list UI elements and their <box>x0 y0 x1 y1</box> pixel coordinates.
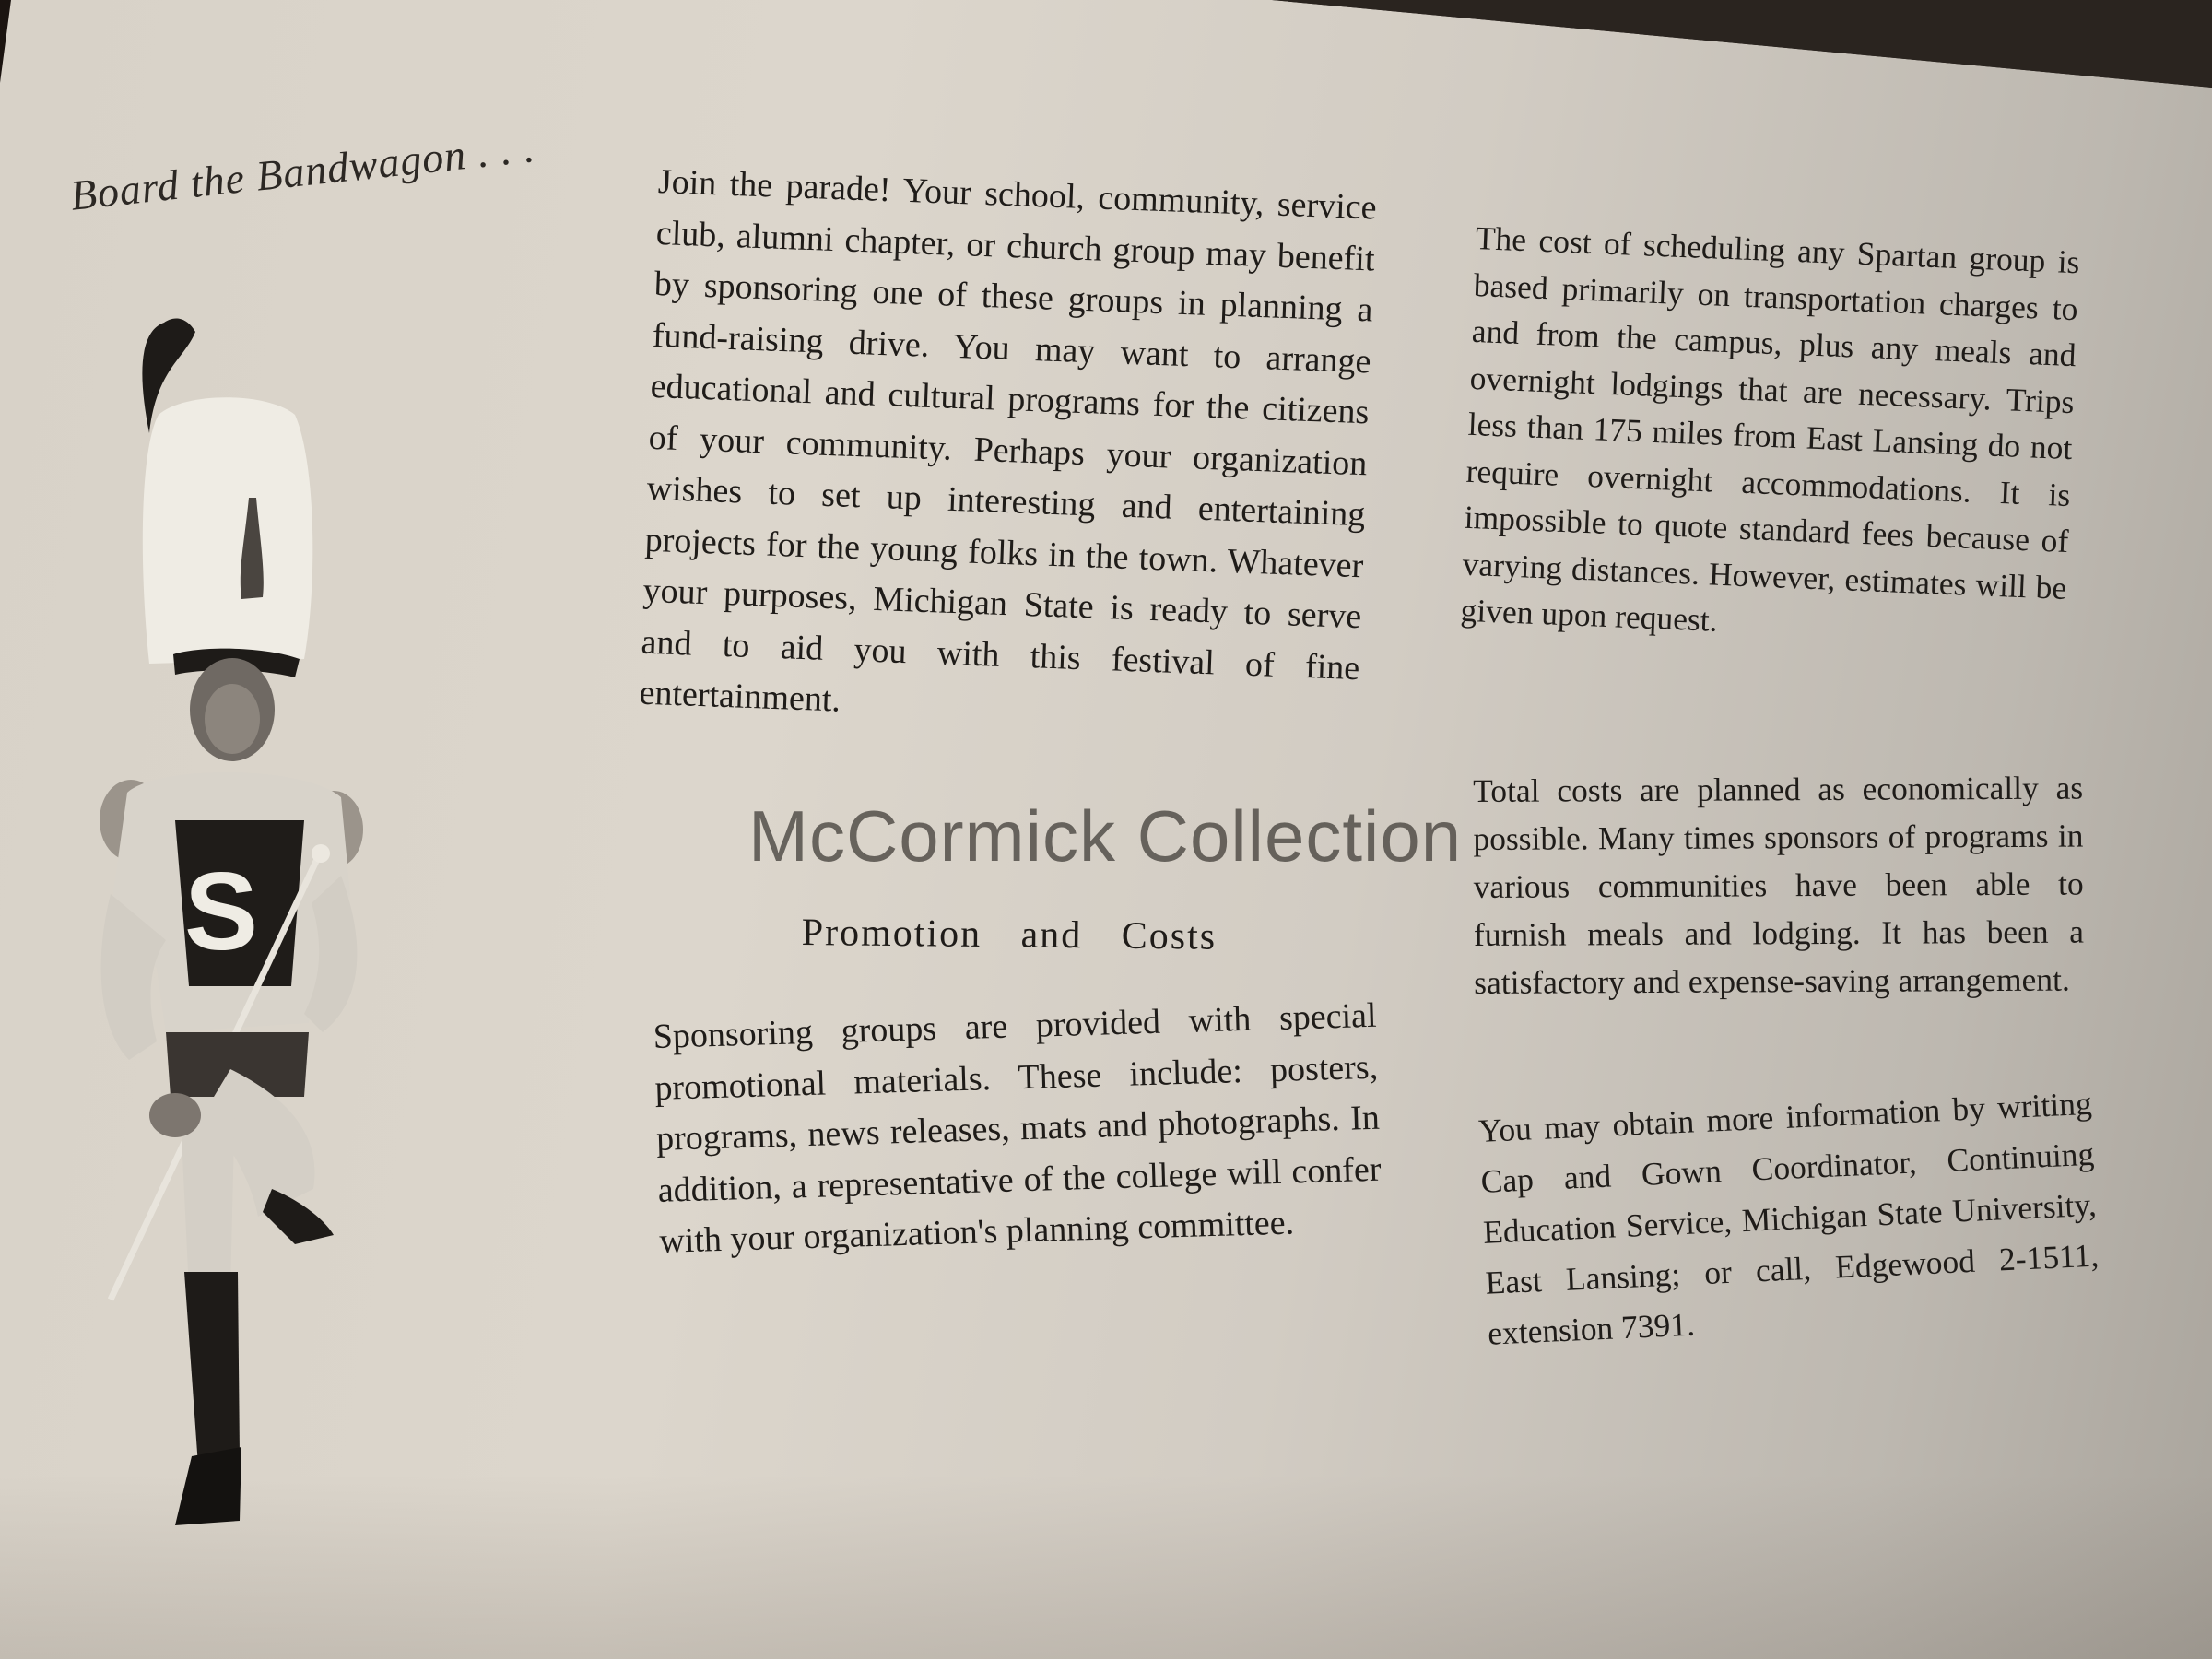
uniform-letter: S <box>183 850 259 973</box>
page-heading: Board the Bandwagon . . . <box>68 124 537 219</box>
watermark: McCormick Collection <box>748 795 1463 877</box>
intro-paragraph: Join the parade! Your school, community, service club, alumni chapter, or church group may benefit by sponsoring one of these groups in planning a fund-raising drive. You may want to arrange educational and cultural programs for the citizens of your community. Perhaps your organization wishes to set up interesting and entertaining projects for the young folks in the town. Whatever your purposes, Michigan State is ready to serve and to aid you with this festival of fine entertainment. <box>638 161 1378 720</box>
cost-paragraph: The cost of scheduling any Spartan group is based primarily on transportation charges to and from the campus, plus any meals and overnight lodgings that are necessary. Trips less than 175 miles from East Lansing do not require overnight accommodations. It is impossible to quote standard fees because of varying distances. However, estimates will be given upon request. <box>1459 218 2081 639</box>
section-heading-promotion: Promotion and Costs <box>801 911 1218 959</box>
contact-paragraph: You may obtain more information by writing Cap and Gown Coordinator, Continuing Education Service, Michigan State University, East Lansing; or call, Edgewood 2-1511, extension 7391. <box>1477 1084 2100 1352</box>
promotion-paragraph: Sponsoring groups are provided with special promotional materials. These include: posters, programs, news releases, mats and photographs. In addition, a representative of the college will confer with your organization's planning committee. <box>653 995 1382 1261</box>
drum-major-photo <box>74 304 387 1539</box>
total-costs-paragraph: Total costs are planned as economically as possible. Many times sponsors of programs in various communities have been able to furnish meals and lodging. It has been a satisfactory and expense-saving arrangement. <box>1473 769 2085 1001</box>
